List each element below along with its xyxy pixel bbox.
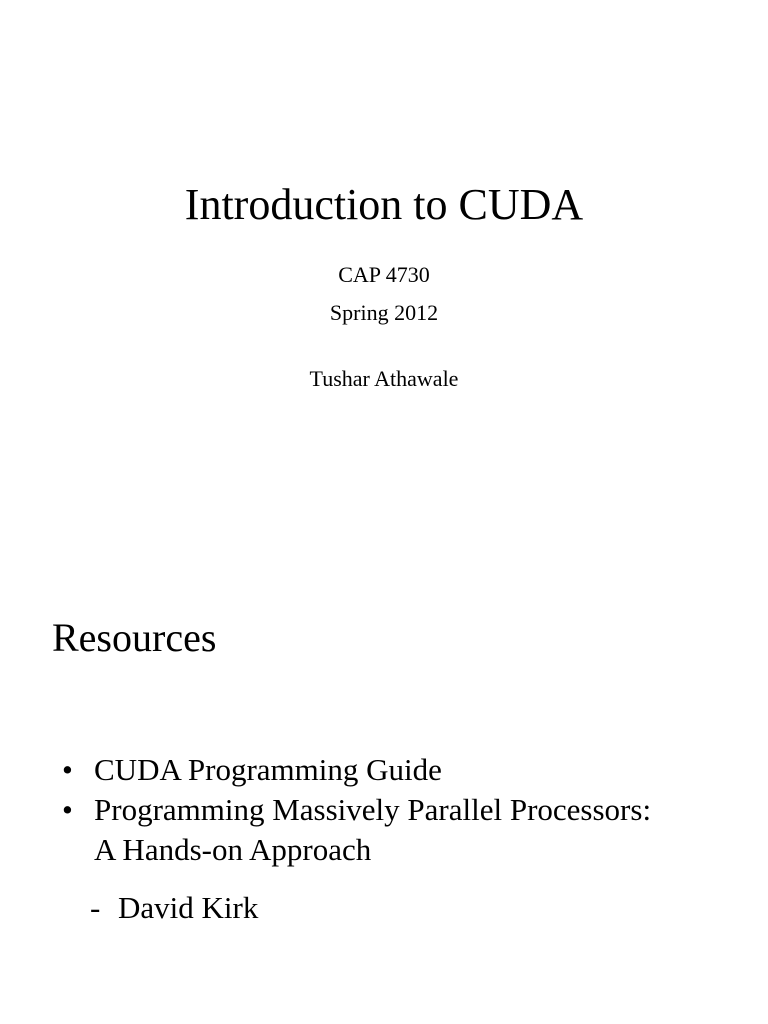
course-code: CAP 4730: [338, 262, 430, 287]
list-item: [0, 750, 768, 790]
resource-list: [0, 750, 768, 870]
bullet-icon: •: [62, 752, 73, 787]
list-item: [0, 790, 768, 870]
list-item-text: CUDA Programming Guide: [94, 752, 442, 787]
sub-list-item-text: David Kirk: [118, 890, 259, 925]
resources-slide: [0, 512, 768, 1024]
bullet-icon: •: [62, 792, 73, 827]
term: Spring 2012: [329, 300, 439, 325]
presentation-title: Introduction to CUDA: [184, 180, 584, 229]
author-name: Tushar Athawale: [309, 366, 459, 391]
dash-icon: -: [90, 890, 101, 925]
sub-list-item: [90, 888, 258, 928]
list-item-text: Programming Massively Parallel Processors: A Hands-on Approach: [94, 792, 652, 867]
slide-title: Resources: [52, 615, 217, 660]
